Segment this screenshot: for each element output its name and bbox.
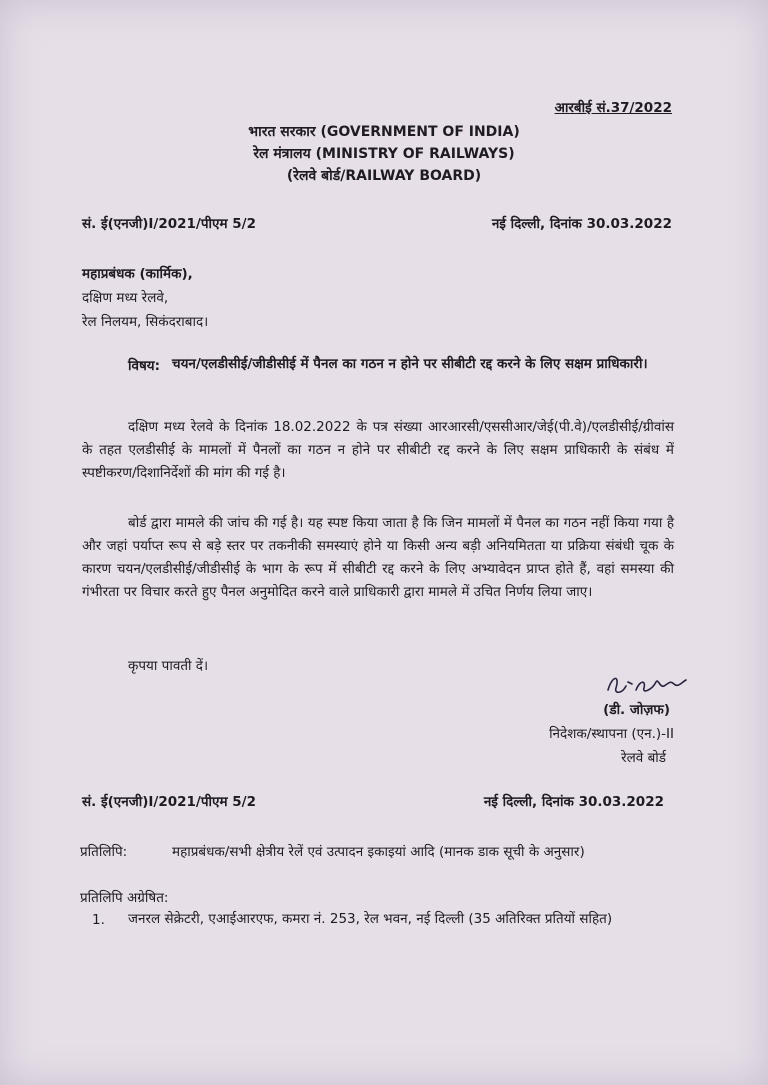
paragraph-1: दक्षिण मध्य रेलवे के दिनांक 18.02.2022 के पत्र संख्या आरआरसी/एससीआर/जेई(पी.वे)/एलडीसीई/ग्रीवांस के तहत एलडीसीई के मामलों में पैनलों का गठन न होने पर सीबीटी रद्द करने के लिए सक्षम प्राधिकारी के संबंध में स्पष्टीकरण/दिशानिर्देशों की मांग की गई है। — [82, 419, 674, 481]
footer-file-number: सं. ई(एनजी)I/2021/पीएम 5/2 — [82, 794, 256, 810]
copy-forwarded-label: प्रतिलिपि अग्रेषित: — [80, 890, 169, 906]
signatory-designation: निदेशक/स्थापना (एन.)-II — [549, 726, 674, 742]
paragraph-2: बोर्ड द्वारा मामले की जांच की गई है। यह स्पष्ट किया जाता है कि जिन मामलों में पैनल का गठन नहीं किया गया है और जहां पर्याप्त रूप से बड़े स्तर पर तकनीकी समस्याएं होने या किसी अन्य बड़ी अनियमितता या प्रक्रिया संबंधी चूक के कारण चयन/एलडीसीई/जीडीसीई के भाग के रूप में सीबीटी रद्द करने के लिए अभ्यावेदन प्राप्त होते हैं, वहां समस्या की गंभीरता पर विचार करते हुए पैनल अनुमोदित करने वाले प्राधिकारी द्वारा मामले में उचित निर्णय लिया जाए। — [82, 515, 674, 600]
subject-text: चयन/एलडीसीई/जीडीसीई में पैनल का गठन न होने पर सीबीटी रद्द करने के लिए सक्षम प्राधिकारी। — [172, 356, 648, 372]
signature-image — [602, 668, 692, 702]
acknowledge-line: कृपया पावती दें। — [128, 658, 209, 674]
addressee-line-3: रेल निलयम, सिकंदराबाद। — [82, 314, 209, 330]
file-number: सं. ई(एनजी)I/2021/पीएम 5/2 — [82, 216, 256, 232]
header-board: (रेलवे बोर्ड/RAILWAY BOARD) — [286, 168, 482, 184]
copy-text: महाप्रबंधक/सभी क्षेत्रीय रेलें एवं उत्पादन इकाइयां आदि (मानक डाक सूची के अनुसार) — [172, 844, 585, 860]
list-item-text: जनरल सेक्रेटरी, एआईआरएफ, कमरा नं. 253, रेल भवन, नई दिल्ली (35 अतिरिक्त प्रतियों सहित) — [128, 911, 613, 927]
date-line: नई दिल्ली, दिनांक 30.03.2022 — [491, 216, 672, 232]
footer-date-line: नई दिल्ली, दिनांक 30.03.2022 — [483, 794, 664, 810]
addressee-line-2: दक्षिण मध्य रेलवे, — [82, 290, 169, 306]
copy-label: प्रतिलिपि: — [80, 844, 128, 860]
signatory-name: (डी. जोज़फ) — [603, 702, 670, 718]
signatory-office: रेलवे बोर्ड — [621, 750, 666, 766]
addressee-line-1: महाप्रबंधक (कार्मिक), — [82, 266, 193, 282]
list-item-number: 1. — [92, 912, 105, 928]
header-ministry: रेल मंत्रालय (MINISTRY OF RAILWAYS) — [253, 146, 515, 162]
subject-label: विषय: — [128, 358, 161, 374]
reference-number: आरबीई सं.37/2022 — [554, 100, 672, 116]
header-government: भारत सरकार (GOVERNMENT OF INDIA) — [248, 124, 520, 140]
